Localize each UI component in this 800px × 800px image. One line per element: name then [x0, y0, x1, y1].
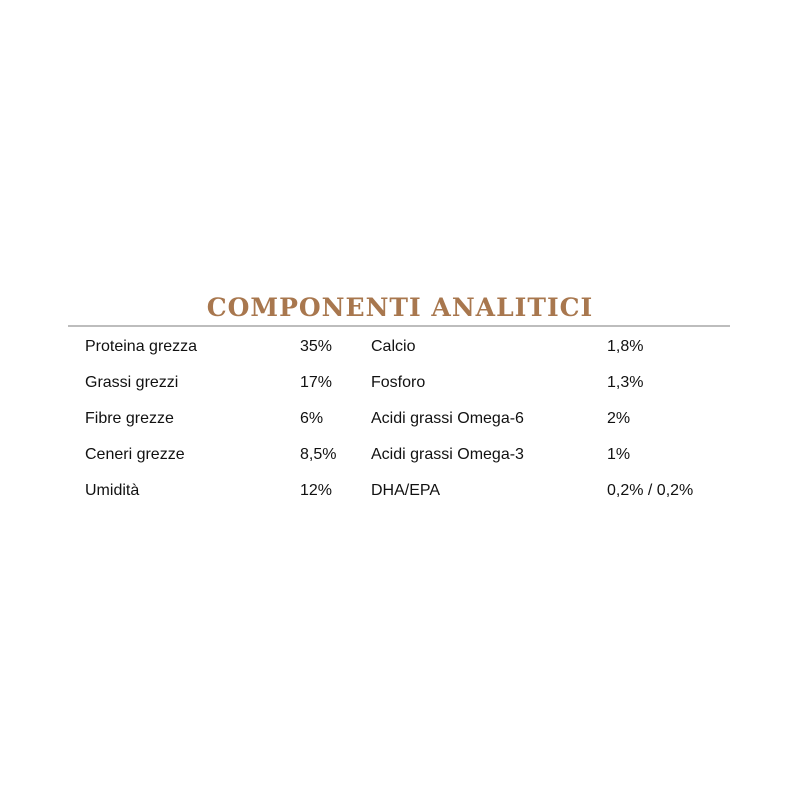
component-value: 17% [300, 374, 333, 391]
component-value: 0,2% / 0,2% [607, 482, 694, 499]
component-value: 6% [300, 410, 324, 427]
component-value: 2% [607, 410, 631, 427]
component-value: 12% [300, 482, 333, 499]
component-label: Acidi grassi Omega-6 [371, 410, 524, 427]
component-label: Acidi grassi Omega-3 [371, 446, 524, 463]
table-row [0, 477, 800, 513]
component-value: 1,8% [607, 338, 644, 355]
component-value: 1% [607, 446, 631, 463]
table-row [0, 405, 800, 441]
table-row [0, 369, 800, 405]
component-label: Ceneri grezze [85, 446, 185, 463]
component-value: 1,3% [607, 374, 644, 391]
component-label: Umidità [85, 482, 140, 499]
title-divider [68, 325, 730, 327]
component-label: Grassi grezzi [85, 374, 179, 391]
component-label: Fibre grezze [85, 410, 174, 427]
component-value: 8,5% [300, 446, 337, 463]
analytical-components-table [0, 333, 800, 513]
section-title: COMPONENTI ANALITICI [206, 293, 594, 322]
component-label: Calcio [371, 338, 416, 355]
component-label: DHA/EPA [371, 482, 441, 499]
table-row [0, 333, 800, 369]
component-label: Fosforo [371, 374, 426, 391]
component-label: Proteina grezza [85, 338, 198, 355]
component-value: 35% [300, 338, 333, 355]
table-row [0, 441, 800, 477]
